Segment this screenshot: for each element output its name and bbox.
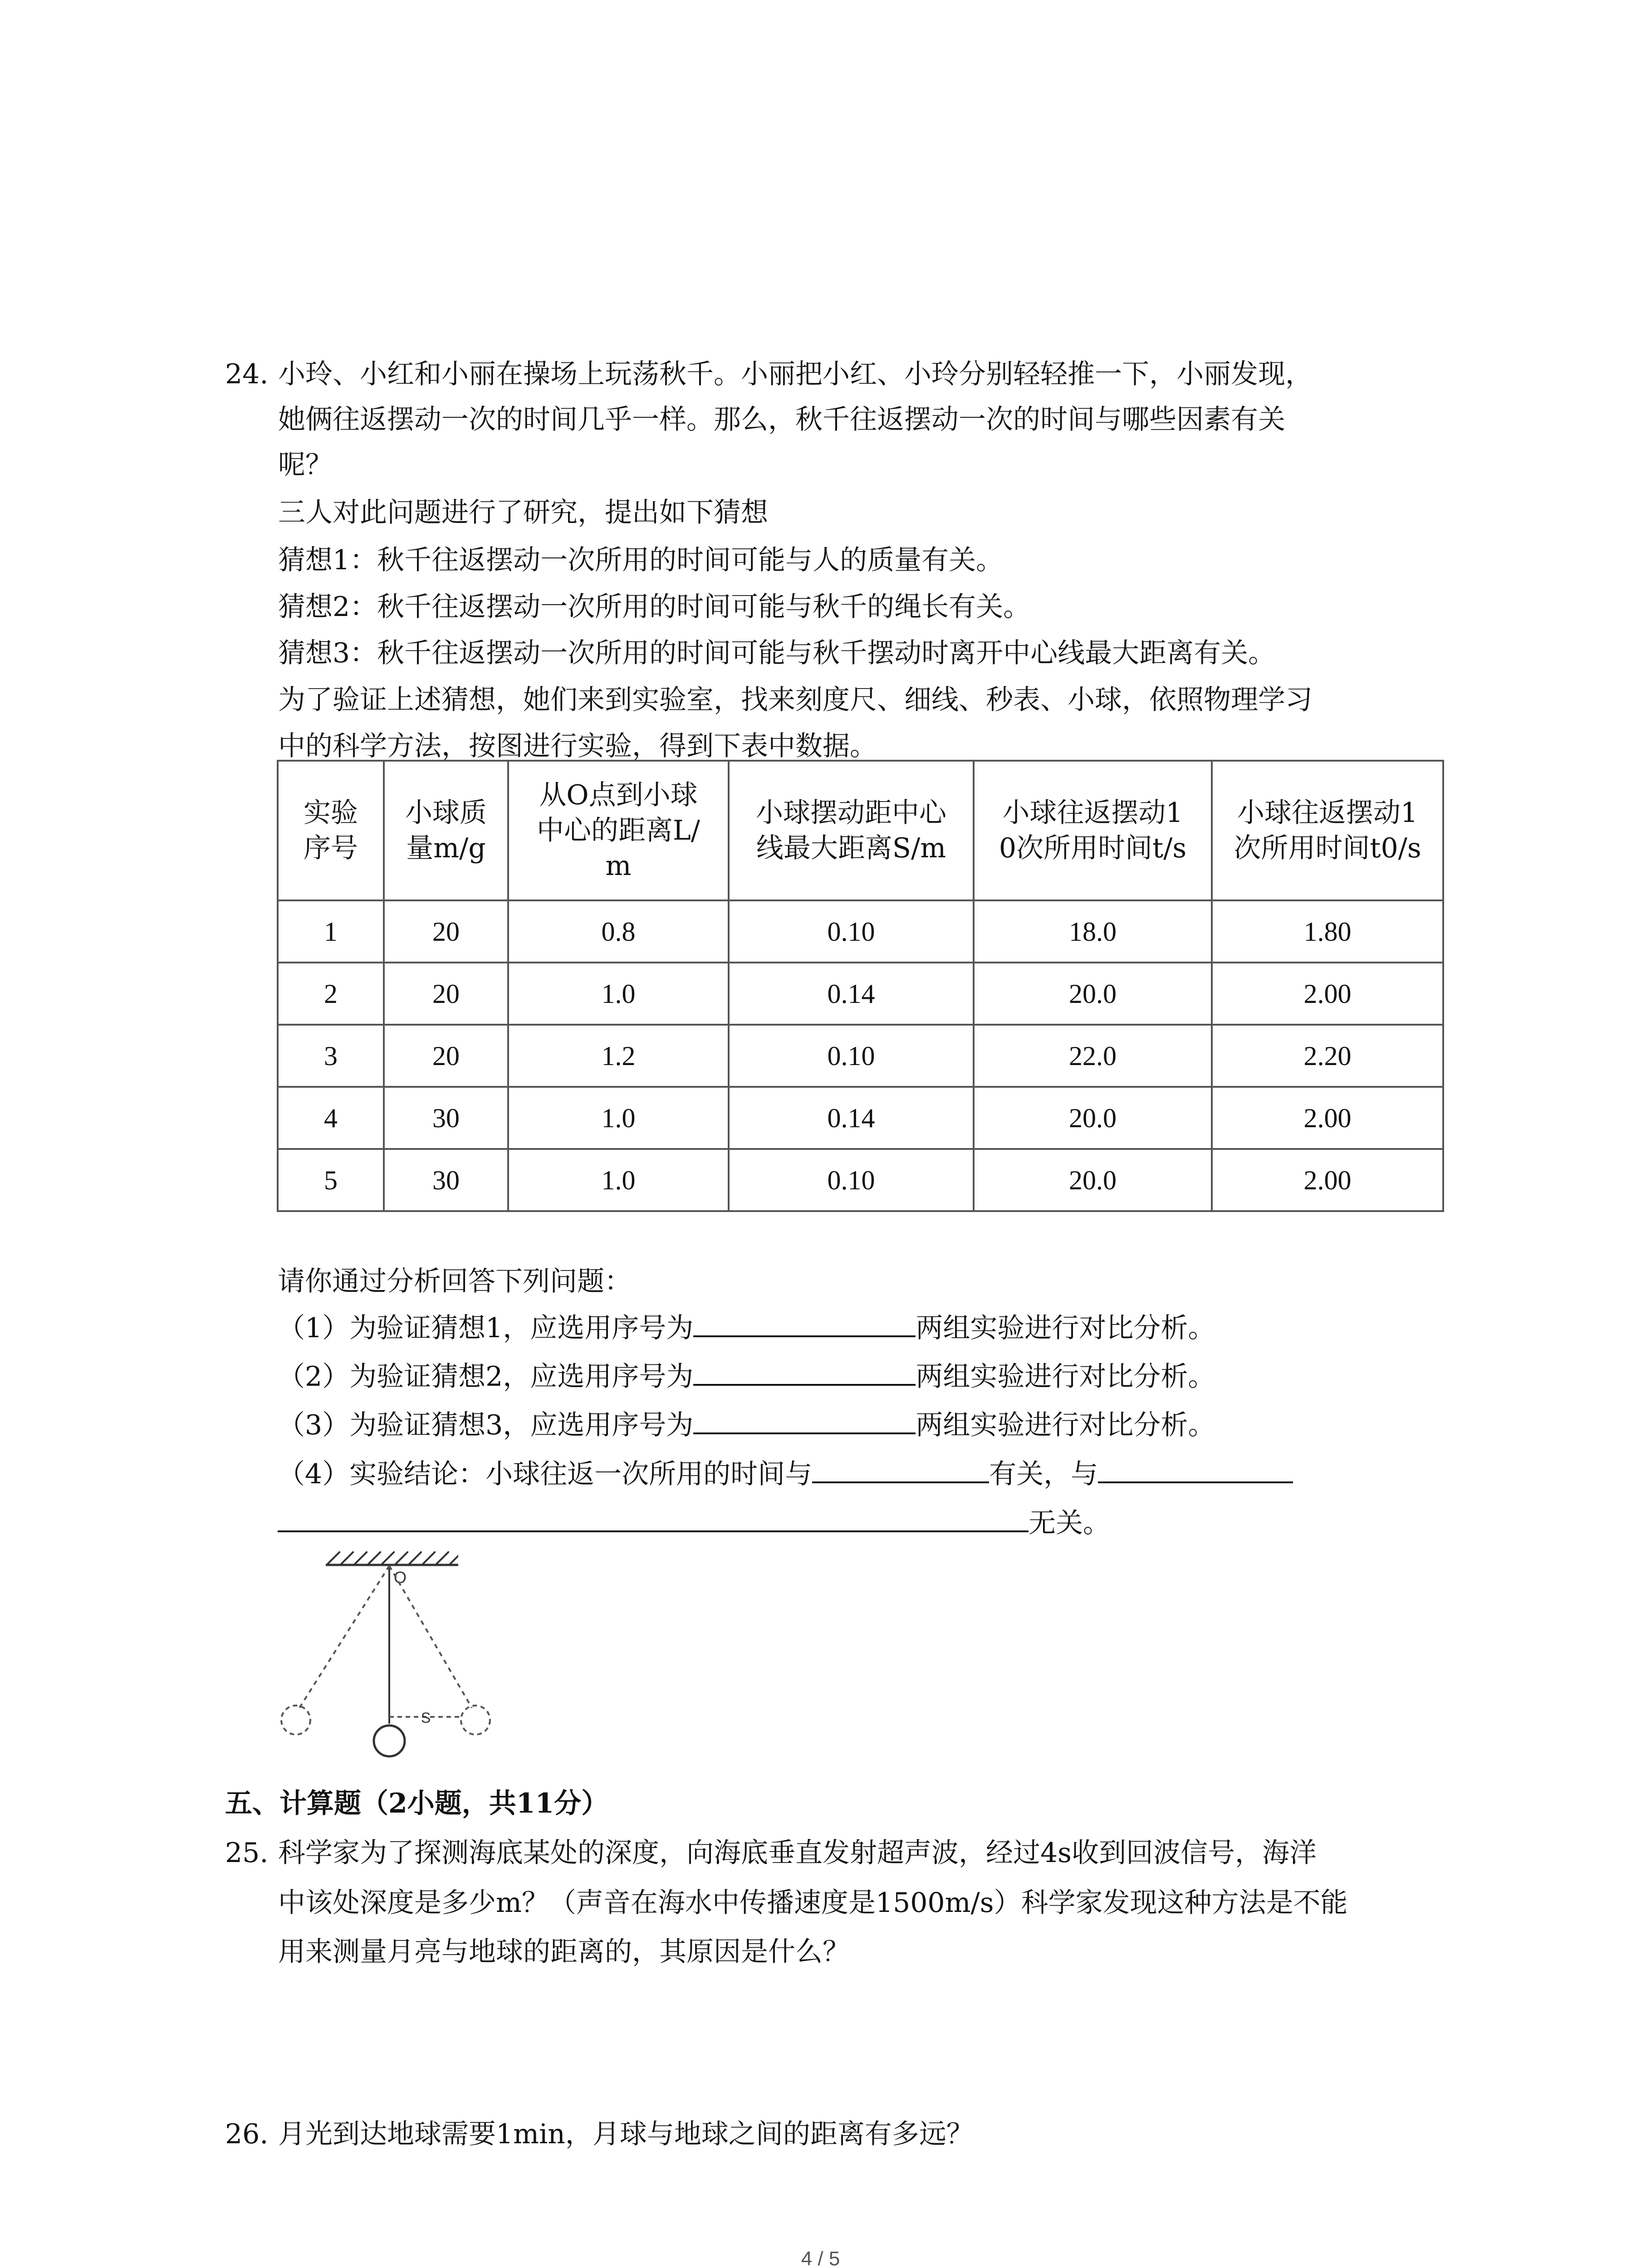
q24-intro-line-8: 为了验证上述猜想，她们来到实验室，找来刻度尺、细线、秒表、小球，依照物理学习 bbox=[278, 684, 1313, 716]
answer-blank-3[interactable] bbox=[693, 1407, 916, 1434]
sub-question-3: （3）为验证猜想3，应选用序号为 两组实验进行对比分析。 bbox=[278, 1407, 1215, 1443]
pendulum-string-left bbox=[299, 1566, 389, 1708]
table-cell: 20.0 bbox=[974, 1149, 1212, 1211]
section-5-heading: 五、计算题（2小题，共11分） bbox=[225, 1788, 609, 1819]
q25-line-1: 科学家为了探测海底某处的深度，向海底垂直发射超声波，经过4s收到回波信号，海洋 bbox=[278, 1837, 1317, 1869]
table-cell: 0.14 bbox=[729, 963, 974, 1025]
table-cell: 18.0 bbox=[974, 900, 1212, 963]
table-row bbox=[278, 1087, 1443, 1149]
table-cell: 1.2 bbox=[508, 1025, 729, 1087]
answer-blank-6[interactable] bbox=[278, 1505, 1029, 1532]
header-max-distance: 小球摆动距中心 线最大距离S/m bbox=[729, 761, 974, 900]
ball-right bbox=[461, 1706, 490, 1735]
q24-prompt: 请你通过分析回答下列问题： bbox=[278, 1266, 632, 1297]
q24-intro-line-1: 小玲、小红和小丽在操场上玩荡秋千。小丽把小红、小玲分别轻轻推一下，小丽发现， bbox=[278, 358, 1313, 390]
answer-blank-2[interactable] bbox=[693, 1359, 916, 1386]
table-cell: 5 bbox=[278, 1149, 384, 1211]
table-cell: 0.10 bbox=[729, 1149, 974, 1211]
table-row bbox=[278, 900, 1443, 963]
table-cell: 2.00 bbox=[1212, 1149, 1443, 1211]
q24-intro-line-9: 中的科学方法，按图进行实验，得到下表中数据。 bbox=[278, 730, 877, 762]
table-cell: 20.0 bbox=[974, 963, 1212, 1025]
point-o-label: O bbox=[394, 1568, 407, 1587]
page-number: 4 / 5 bbox=[801, 2248, 840, 2268]
q24-intro-line-3: 呢？ bbox=[278, 449, 333, 481]
table-cell: 1.0 bbox=[508, 1087, 729, 1149]
header-time-10: 小球往返摆动1 0次所用时间t/s bbox=[974, 761, 1212, 900]
header-length: 从O点到小球 中心的距离L/ m bbox=[508, 761, 729, 900]
table-cell: 22.0 bbox=[974, 1025, 1212, 1087]
table-cell: 3 bbox=[278, 1025, 384, 1087]
table-cell: 0.8 bbox=[508, 900, 729, 963]
table-row bbox=[278, 1025, 1443, 1087]
table-cell: 0.14 bbox=[729, 1087, 974, 1149]
table-cell: 30 bbox=[384, 1087, 508, 1149]
q25-line-3: 用来测量月亮与地球的距离的，其原因是什么？ bbox=[278, 1936, 850, 1968]
sub-question-2: （2）为验证猜想2，应选用序号为 两组实验进行对比分析。 bbox=[278, 1359, 1215, 1395]
q24-intro-line-2: 她俩往返摆动一次的时间几乎一样。那么，秋千往返摆动一次的时间与哪些因素有关 bbox=[278, 404, 1285, 435]
ball-left bbox=[281, 1706, 310, 1735]
header-mass: 小球质 量m/g bbox=[384, 761, 508, 900]
table-cell: 1.0 bbox=[508, 1149, 729, 1211]
sub-question-4-cont: 无关。 bbox=[278, 1505, 1110, 1541]
header-time-1: 小球往返摆动1 次所用时间t0/s bbox=[1212, 761, 1443, 900]
q26-text: 月光到达地球需要1min，月球与地球之间的距离有多远？ bbox=[278, 2118, 974, 2150]
table-cell: 2 bbox=[278, 963, 384, 1025]
q25-line-2: 中该处深度是多少m？（声音在海水中传播速度是1500m/s）科学家发现这种方法是不能 bbox=[278, 1887, 1348, 1919]
table-cell: 20 bbox=[384, 1025, 508, 1087]
ceiling-hatch bbox=[327, 1551, 458, 1564]
hypothesis-3: 猜想3：秋千往返摆动一次所用的时间可能与秋千摆动时离开中心线最大距离有关。 bbox=[278, 637, 1276, 669]
answer-blank-5[interactable] bbox=[1098, 1456, 1293, 1483]
table-cell: 0.10 bbox=[729, 1025, 974, 1087]
table-cell: 1.80 bbox=[1212, 900, 1443, 963]
hypothesis-1: 猜想1：秋千往返摆动一次所用的时间可能与人的质量有关。 bbox=[278, 544, 1004, 576]
sub-question-4: （4）实验结论：小球往返一次所用的时间与 有关，与 bbox=[278, 1456, 1293, 1492]
sub-question-1: （1）为验证猜想1，应选用序号为 两组实验进行对比分析。 bbox=[278, 1310, 1215, 1346]
hypothesis-2: 猜想2：秋千往返摆动一次所用的时间可能与秋千的绳长有关。 bbox=[278, 591, 1031, 623]
ball-center bbox=[374, 1725, 405, 1756]
q25-number: 25. bbox=[225, 1837, 269, 1869]
q26-number: 26. bbox=[225, 2118, 269, 2150]
q24-number: 24. bbox=[225, 358, 269, 390]
table-cell: 2.20 bbox=[1212, 1025, 1443, 1087]
answer-blank-1[interactable] bbox=[693, 1310, 916, 1337]
table-cell: 20.0 bbox=[974, 1087, 1212, 1149]
table-row bbox=[278, 1149, 1443, 1211]
table-header-row bbox=[278, 761, 1443, 900]
table-cell: 30 bbox=[384, 1149, 508, 1211]
table-cell: 20 bbox=[384, 900, 508, 963]
answer-blank-4[interactable] bbox=[812, 1456, 989, 1483]
table-cell: 0.10 bbox=[729, 900, 974, 963]
table-cell: 4 bbox=[278, 1087, 384, 1149]
header-trial-number: 实验 序号 bbox=[278, 761, 384, 900]
table-cell: 1 bbox=[278, 900, 384, 963]
table-cell: 2.00 bbox=[1212, 963, 1443, 1025]
table-cell: 20 bbox=[384, 963, 508, 1025]
table-row bbox=[278, 963, 1443, 1025]
table-cell: 1.0 bbox=[508, 963, 729, 1025]
q24-intro-line-4: 三人对此问题进行了研究，提出如下猜想 bbox=[278, 497, 768, 528]
table-cell: 2.00 bbox=[1212, 1087, 1443, 1149]
pendulum-string-right bbox=[389, 1566, 472, 1708]
pendulum-figure bbox=[272, 1551, 526, 1778]
distance-s-label: S bbox=[421, 1710, 431, 1726]
experiment-table bbox=[277, 760, 1444, 1212]
